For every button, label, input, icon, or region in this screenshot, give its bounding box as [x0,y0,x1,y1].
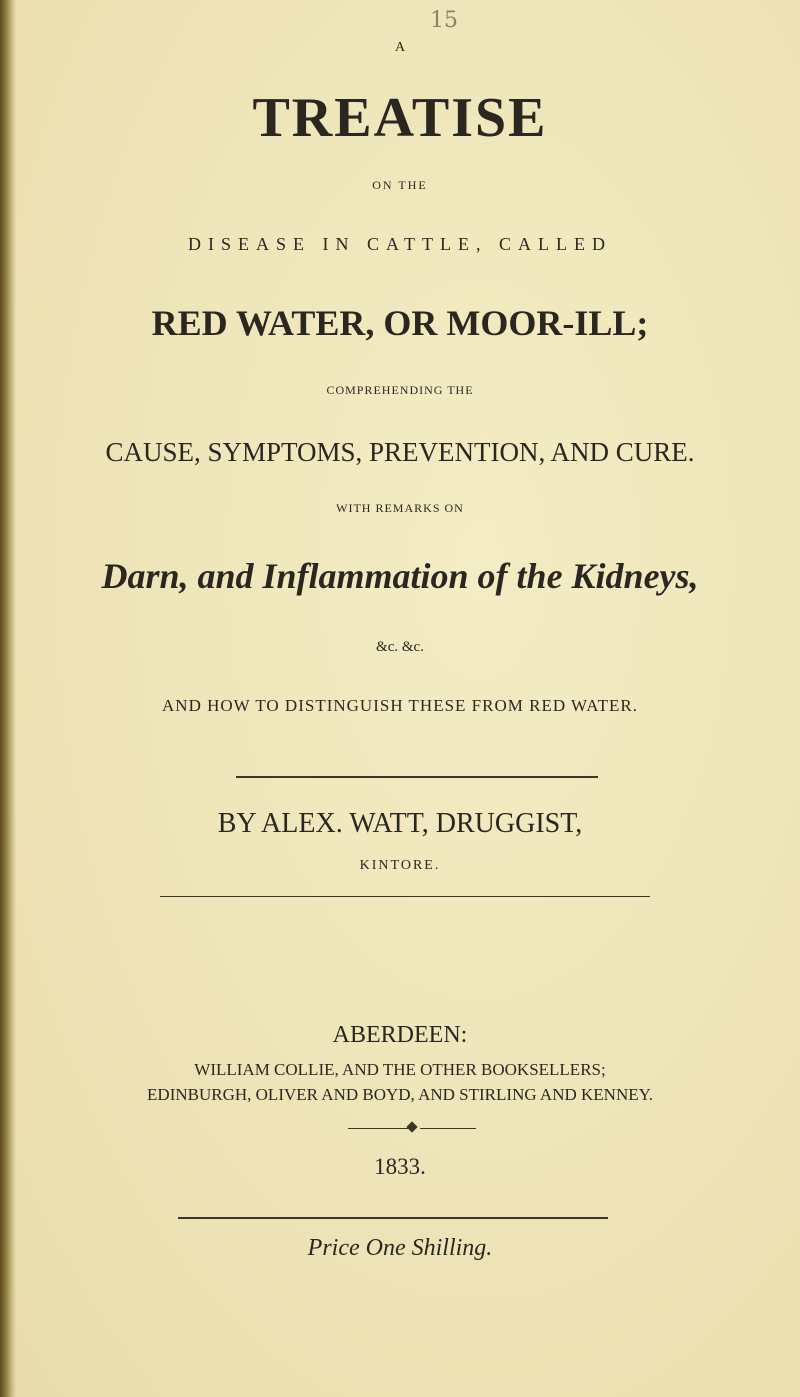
comprehending-line: COMPREHENDING THE [326,383,474,397]
price-line: Price One Shilling. [307,1235,493,1261]
disease-line: DISEASE IN CATTLE, CALLED [188,234,612,254]
title-on-the: ON THE [372,178,428,192]
diamond-ornament-icon [406,1121,417,1132]
author-place: KINTORE. [359,858,441,873]
imprint-publisher-1: WILLIAM COLLIE, AND THE OTHER BOOKSELLERS; [194,1060,606,1079]
divider-rule [178,1217,608,1219]
remarks-subject: Darn, and Inflammation of the Kidneys, [101,556,699,596]
disease-name: RED WATER, OR MOOR-ILL; [151,303,649,343]
author-byline: BY ALEX. WATT, DRUGGIST, [217,808,583,839]
page-title: TREATISE [252,87,548,149]
imprint-publisher-2: EDINBURGH, OLIVER AND BOYD, AND STIRLING AND KENNEY. [147,1085,653,1104]
etc-line: &c. &c. [376,639,424,655]
ornament-rule-right [420,1128,476,1129]
topics-line: CAUSE, SYMPTOMS, PREVENTION, AND CURE. [105,437,695,467]
handwritten-mark: 15 [430,8,458,33]
distinguish-line: AND HOW TO DISTINGUISH THESE FROM RED WATER. [162,696,638,715]
with-remarks-line: WITH REMARKS ON [336,501,464,515]
divider-rule [236,776,598,778]
divider-rule [160,896,650,897]
ornament-rule-left [348,1128,408,1129]
imprint-city: ABERDEEN: [332,1022,468,1048]
title-article: A [394,40,406,55]
imprint-year: 1833. [374,1154,426,1179]
